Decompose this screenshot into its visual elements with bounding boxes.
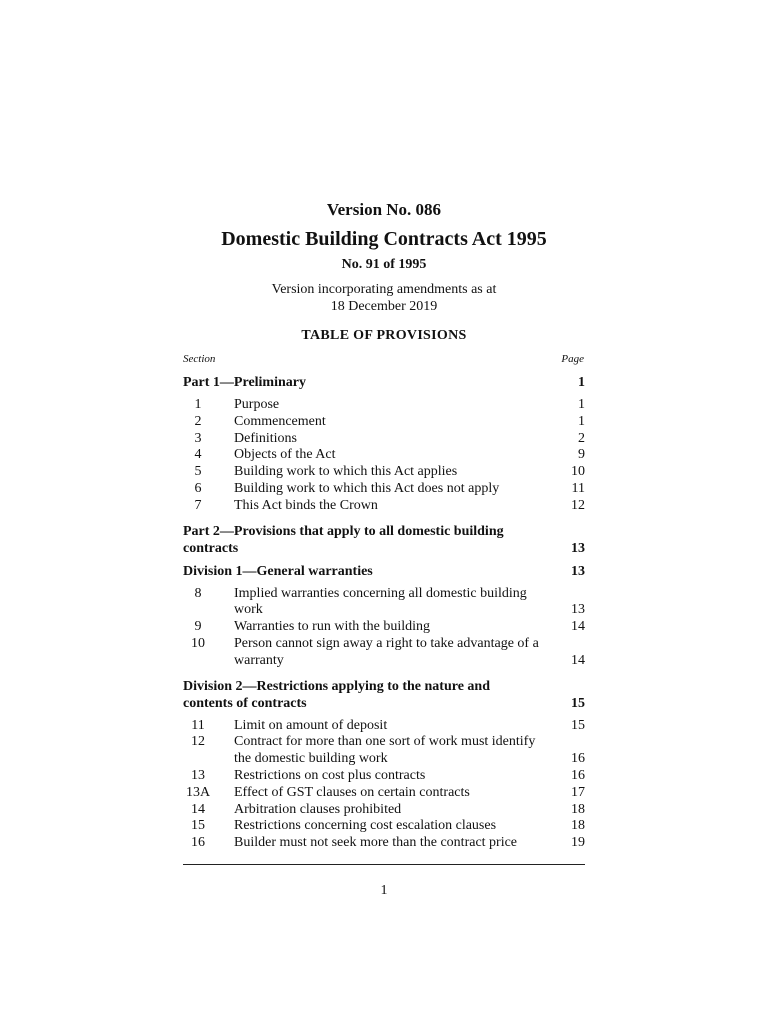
section-number: 11 xyxy=(191,717,205,733)
toc-entry xyxy=(183,498,585,515)
section-title: Builder must not seek more than the contract price xyxy=(234,835,518,851)
page-number: 1 xyxy=(380,883,388,898)
toc-part-heading xyxy=(183,374,585,391)
toc-entry-group xyxy=(183,586,585,670)
toc-part-heading xyxy=(183,523,585,557)
section-page: 16 xyxy=(571,751,585,767)
page-column-label: Page xyxy=(561,353,584,365)
section-title: This Act binds the Crown xyxy=(234,497,378,513)
section-number: 1 xyxy=(194,397,202,412)
toc-part-heading xyxy=(183,563,585,580)
part-heading-page: 15 xyxy=(571,695,585,711)
amendments-note xyxy=(0,281,768,315)
toc-column-headers xyxy=(183,350,585,370)
part-heading-page: 13 xyxy=(571,540,585,556)
toc-entry-group xyxy=(183,397,585,515)
toc-body xyxy=(183,374,585,852)
section-title: Objects of the Act xyxy=(234,447,336,463)
part-heading-text: Part 2—Provisions that apply to all domestic building contracts xyxy=(183,523,504,556)
section-title: Restrictions on cost plus contracts xyxy=(234,767,426,783)
toc-entry xyxy=(183,818,585,835)
section-page: 14 xyxy=(571,619,585,635)
table-of-provisions xyxy=(183,350,585,860)
section-page: 19 xyxy=(571,835,585,851)
section-page: 14 xyxy=(571,652,585,668)
footer-rule xyxy=(183,864,585,865)
toc-entry xyxy=(183,447,585,464)
section-number: 13A xyxy=(185,784,211,800)
toc-entry xyxy=(183,835,585,852)
toc-entry xyxy=(183,464,585,481)
section-number: 9 xyxy=(194,619,202,635)
section-number: 3 xyxy=(194,430,202,446)
section-page: 1 xyxy=(578,397,585,412)
toc-entry xyxy=(183,768,585,785)
part-heading-text: Division 2—Restrictions applying to the nature and contents of contracts xyxy=(183,678,490,711)
section-title: Restrictions concerning cost escalation clauses xyxy=(234,818,497,834)
section-title: Warranties to run with the building xyxy=(234,619,430,635)
section-number: 8 xyxy=(194,585,202,601)
toc-entry xyxy=(183,586,585,620)
section-title: Commencement xyxy=(234,413,326,429)
section-title: Implied warranties concerning all domestic building work xyxy=(234,585,527,618)
act-title: Domestic Building Contracts Act 1995 xyxy=(221,228,547,250)
section-page: 15 xyxy=(571,717,585,733)
toc-entry xyxy=(183,734,585,768)
section-page: 9 xyxy=(578,447,585,463)
toc-entry xyxy=(183,481,585,498)
section-page: 17 xyxy=(571,784,585,800)
section-title: Definitions xyxy=(234,430,297,446)
toc-heading: TABLE OF PROVISIONS xyxy=(301,328,467,343)
section-page: 1 xyxy=(578,413,585,429)
section-page: 11 xyxy=(571,480,585,496)
section-number: 14 xyxy=(191,801,205,817)
section-number: 15 xyxy=(191,818,205,834)
section-title: Limit on amount of deposit xyxy=(234,717,388,733)
section-number: 16 xyxy=(191,835,205,851)
toc-entry xyxy=(183,636,585,670)
section-title: Arbitration clauses prohibited xyxy=(234,801,402,817)
section-page: 18 xyxy=(571,801,585,817)
section-page: 2 xyxy=(578,430,585,446)
part-heading-text: Division 1—General warranties xyxy=(183,563,373,579)
section-number: 5 xyxy=(194,464,202,480)
toc-entry xyxy=(183,802,585,819)
section-title: Purpose xyxy=(234,397,280,412)
toc-part-heading xyxy=(183,678,585,712)
amendments-note-line1: Version incorporating amendments as at xyxy=(271,282,497,297)
amendments-note-line2: 18 December 2019 xyxy=(330,299,438,314)
section-number: 6 xyxy=(194,480,202,496)
part-heading-page: 13 xyxy=(571,563,585,579)
section-title: Building work to which this Act applies xyxy=(234,464,458,480)
version-number: Version No. 086 xyxy=(326,200,442,219)
toc-entry xyxy=(183,718,585,735)
section-page: 10 xyxy=(571,464,585,480)
section-number: 7 xyxy=(194,497,202,513)
section-page: 12 xyxy=(571,497,585,513)
section-title: Person cannot sign away a right to take advantage of a warranty xyxy=(234,635,539,668)
toc-entry xyxy=(183,785,585,802)
toc-entry xyxy=(183,397,585,414)
section-number: 10 xyxy=(191,635,205,651)
section-title: Effect of GST clauses on certain contracts xyxy=(234,784,470,800)
section-title: Building work to which this Act does not apply xyxy=(234,480,500,496)
section-number: 12 xyxy=(191,734,205,750)
section-column-label: Section xyxy=(183,353,216,365)
section-page: 13 xyxy=(571,602,585,618)
act-number: No. 91 of 1995 xyxy=(341,257,427,272)
toc-entry-group xyxy=(183,718,585,852)
part-heading-page: 1 xyxy=(578,375,585,390)
part-heading-text: Part 1—Preliminary xyxy=(183,375,306,390)
section-number: 4 xyxy=(194,447,202,463)
section-title: Contract for more than one sort of work must identify the domestic building work xyxy=(234,734,536,767)
toc-entry xyxy=(183,619,585,636)
section-number: 13 xyxy=(191,767,205,783)
toc-entry xyxy=(183,414,585,431)
section-number: 2 xyxy=(194,413,202,429)
section-page: 16 xyxy=(571,767,585,783)
toc-entry xyxy=(183,431,585,448)
section-page: 18 xyxy=(571,818,585,834)
